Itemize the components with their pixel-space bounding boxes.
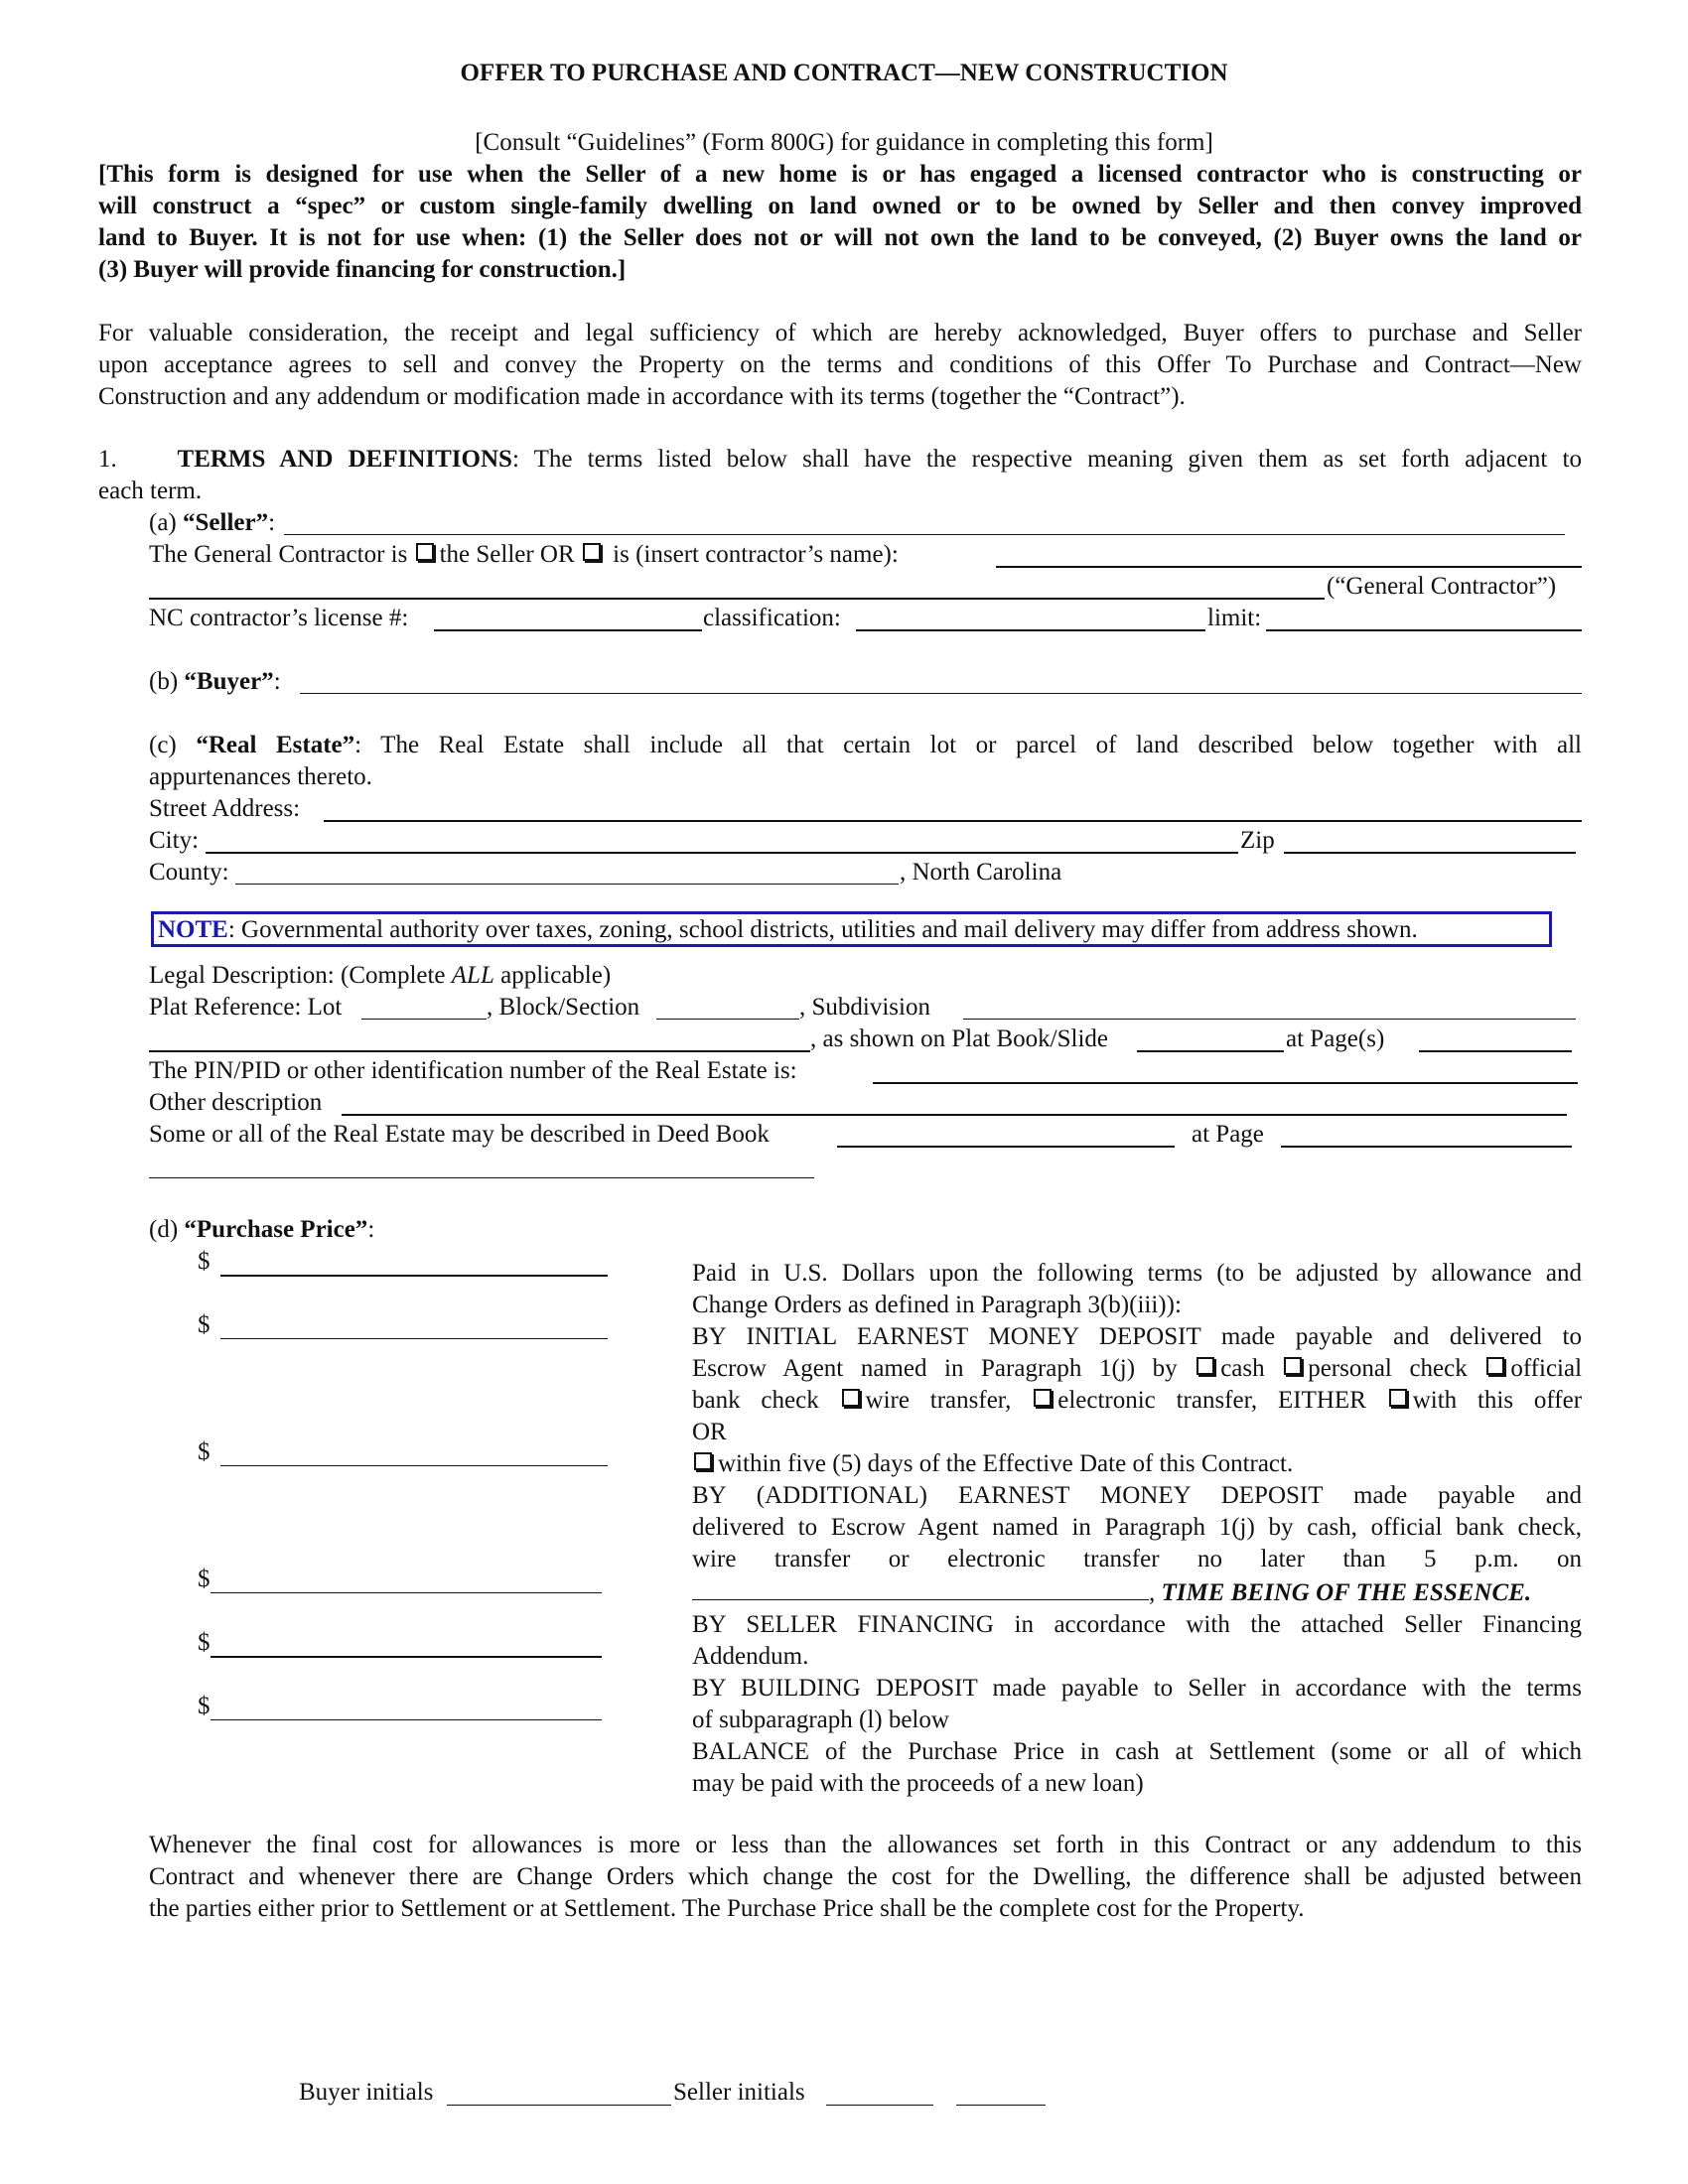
contractor-name-field-2[interactable] xyxy=(149,598,1325,600)
real-estate-definition: (c) “Real Estate”: The Real Estate shall include all that certain lot or parcel of land described below together with all appurtenances thereto. xyxy=(149,732,1583,790)
seller-name-field[interactable] xyxy=(284,534,1565,535)
street-address-label: Street Address: xyxy=(149,795,301,822)
seller-initials-field-2[interactable] xyxy=(956,2105,1046,2106)
seller-label: (a) “Seller”: xyxy=(149,509,276,536)
consult-guidelines: [Consult “Guidelines” (Form 800G) for guidance in completing this form] xyxy=(475,129,1213,156)
license-number-field[interactable] xyxy=(434,629,702,631)
county-suffix: , North Carolina xyxy=(900,859,1062,886)
general-contractor-suffix: (“General Contractor”) xyxy=(1327,573,1557,600)
official-bank-check-checkbox[interactable] xyxy=(1486,1357,1504,1375)
deed-book-label: Some or all of the Real Estate may be described in Deed Book xyxy=(149,1121,770,1148)
lot-field[interactable] xyxy=(361,1019,487,1020)
gc-seller-checkbox[interactable] xyxy=(416,543,434,561)
usage-notice xyxy=(98,159,1582,286)
pin-field[interactable] xyxy=(873,1082,1578,1084)
legal-description-label: Legal Description: (Complete ALL applicable) xyxy=(149,962,612,989)
city-label: City: xyxy=(149,827,200,854)
form-title: OFFER TO PURCHASE AND CONTRACT—NEW CONSTRUCTION xyxy=(460,60,1228,86)
classification-label: classification: xyxy=(703,605,841,631)
usage-notice-line: will construct a “spec” or custom single-family dwelling on land owned or to be owned by Seller and then convey improved xyxy=(98,193,1582,219)
plat-page-label: at Page(s) xyxy=(1286,1025,1385,1052)
buyer-initials-field[interactable] xyxy=(447,2105,671,2106)
block-label: , Block/Section xyxy=(487,994,640,1021)
note-box xyxy=(151,911,1552,947)
deed-continuation-field[interactable] xyxy=(149,1177,814,1178)
county-label: County: xyxy=(149,859,229,886)
dollar-sign: $ xyxy=(198,1311,211,1338)
initial-deposit-field[interactable] xyxy=(220,1338,608,1339)
deed-book-field[interactable] xyxy=(837,1146,1175,1148)
section-text-line2: each term. xyxy=(98,478,203,504)
allowances-paragraph: Whenever the final cost for allowances is more or less than the allowances set forth in this Contract or any addendum to this Contract and whenever there are Change Orders which change the cost for the Dwelling, the difference shall be adjusted between the parties either prior to Settlement or at Settlement. The Purchase Price shall be the complete cost for the Property. xyxy=(149,1832,1582,1922)
plat-book-field[interactable] xyxy=(1137,1050,1284,1052)
intro-line: For valuable consideration, the receipt and legal sufficiency of which are hereby acknowledged, Buyer offers to purchase and Seller xyxy=(98,320,1582,346)
building-deposit-field[interactable] xyxy=(211,1656,602,1658)
subdivision-field-2[interactable] xyxy=(149,1050,810,1052)
intro-line: upon acceptance agrees to sell and convey the Property on the terms and conditions of this Offer To Purchase and Contract—New xyxy=(98,351,1582,378)
additional-deposit-field[interactable] xyxy=(220,1465,608,1466)
with-offer-checkbox[interactable] xyxy=(1389,1389,1407,1407)
payment-terms: Paid in U.S. Dollars upon the following terms (to be adjusted by allowance and Change Orders as defined in Paragraph 3(b)(iii)): BY INITIAL EARNEST MONEY DEPOSIT made payable and delivered to Escrow Agent named in Paragraph 1(j) by cash personal check official bank check wire transfer, electronic transfer, EITHER with this offer OR within five (5) days of the Effective Date of this Contract. BY (ADDITIONAL) EARNEST MONEY DEPOSIT made payable and delivered to Escrow Agent named in Paragraph 1(j) by cash, official bank check, wire transfer or electronic transfer no later than 5 p.m. on , TIME BEING OF THE ESSENCE. BY SELLER FINANCING in accordance with the attached Seller Financing Addendum. BY BUILDING DEPOSIT made payable to Seller in accordance with the terms of subparagraph (l) below BALANCE of the Purchase Price in cash at Settlement (some or all of which may be paid with the proceeds of a new loan) xyxy=(692,1260,1583,1797)
within-five-days-checkbox[interactable] xyxy=(694,1452,712,1470)
personal-check-checkbox[interactable] xyxy=(1284,1357,1302,1375)
cash-checkbox[interactable] xyxy=(1196,1357,1214,1375)
limit-field[interactable] xyxy=(1266,629,1582,631)
purchase-price-label: (d) “Purchase Price”: xyxy=(149,1216,375,1243)
wire-transfer-checkbox[interactable] xyxy=(842,1389,860,1407)
note-text: : Governmental authority over taxes, zoning, school districts, utilities and mail delivery may differ from address shown. xyxy=(227,916,1418,943)
deposit-deadline-field[interactable] xyxy=(692,1575,1149,1600)
license-label: NC contractor’s license #: xyxy=(149,605,409,631)
deed-page-field[interactable] xyxy=(1281,1146,1572,1148)
block-field[interactable] xyxy=(656,1019,799,1020)
section-number: 1. xyxy=(98,446,117,473)
section-heading: TERMS AND DEFINITIONS xyxy=(177,446,512,473)
electronic-transfer-checkbox[interactable] xyxy=(1034,1389,1052,1407)
dollar-sign: $ xyxy=(198,1248,211,1275)
dollar-sign: $ xyxy=(198,1629,211,1656)
note-label: NOTE xyxy=(158,916,228,943)
buyer-label: (b) “Buyer”: xyxy=(149,668,281,695)
intro-line: Construction and any addendum or modification made in accordance with its terms (together the “Contract”). xyxy=(98,383,1186,410)
plat-page-field[interactable] xyxy=(1419,1050,1572,1052)
subdivision-field[interactable] xyxy=(963,1019,1576,1020)
balance-field[interactable] xyxy=(211,1719,602,1720)
dollar-sign: $ xyxy=(198,1438,211,1465)
general-contractor-row: The General Contractor is the Seller OR is (insert contractor’s name): xyxy=(149,541,899,568)
county-field[interactable] xyxy=(235,884,899,885)
other-description-label: Other description xyxy=(149,1089,323,1116)
limit-label: limit: xyxy=(1207,605,1262,631)
section-1 xyxy=(98,444,1582,507)
plat-book-label: , as shown on Plat Book/Slide xyxy=(810,1025,1109,1052)
contractor-name-field[interactable] xyxy=(996,566,1582,568)
buyer-name-field[interactable] xyxy=(300,693,1582,694)
city-field[interactable] xyxy=(206,852,1238,854)
section-text: : The terms listed below shall have the respective meaning given them as set forth adjacent to xyxy=(511,446,1583,473)
usage-notice-line: [This form is designed for use when the Seller of a new home is or has engaged a licensed contractor who is constructing or xyxy=(98,161,1582,188)
gc-other-checkbox[interactable] xyxy=(583,543,601,561)
street-address-field[interactable] xyxy=(324,820,1582,822)
zip-field[interactable] xyxy=(1284,852,1576,854)
seller-initials-label: Seller initials xyxy=(673,2079,805,2106)
dollar-sign: $ xyxy=(198,1693,211,1719)
usage-notice-line: (3) Buyer will provide financing for construction.] xyxy=(98,256,627,283)
buyer-initials-label: Buyer initials xyxy=(299,2079,434,2106)
seller-initials-field-1[interactable] xyxy=(826,2105,933,2106)
classification-field[interactable] xyxy=(856,629,1205,631)
subdivision-label: , Subdivision xyxy=(799,994,930,1021)
dollar-sign: $ xyxy=(198,1566,211,1592)
intro-paragraph xyxy=(98,318,1582,413)
usage-notice-line: land to Buyer. It is not for use when: (1) the Seller does not or will not own the land to be conveyed, (2) Buyer owns the land or xyxy=(98,224,1582,251)
plat-reference-label: Plat Reference: Lot xyxy=(149,994,343,1021)
zip-label: Zip xyxy=(1240,827,1275,854)
price-amount-field[interactable] xyxy=(220,1275,608,1277)
other-description-field[interactable] xyxy=(342,1114,1567,1116)
pin-label: The PIN/PID or other identification number of the Real Estate is: xyxy=(149,1057,797,1084)
deed-page-label: at Page xyxy=(1192,1121,1264,1148)
seller-financing-field[interactable] xyxy=(211,1592,602,1593)
